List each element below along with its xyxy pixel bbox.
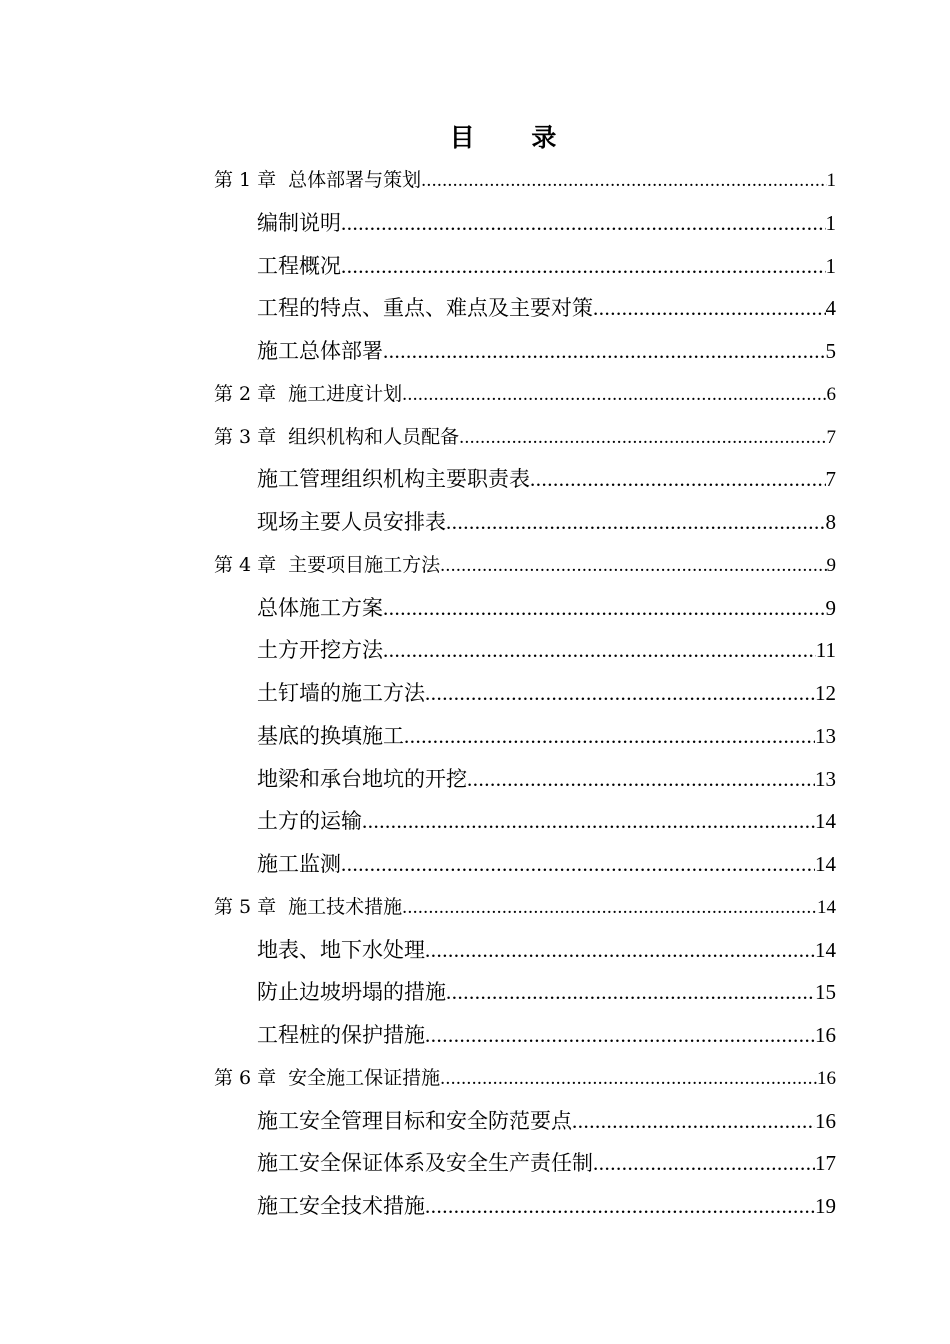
toc-entry-title: 工程概况 <box>257 253 341 278</box>
toc-page-number: 1 <box>825 210 836 235</box>
toc-section-entry[interactable] <box>257 1186 836 1226</box>
toc-entry-label <box>214 545 440 585</box>
toc-entry-title: 工程桩的保护措施 <box>257 1023 425 1047</box>
toc-page-number: 16 <box>815 1023 836 1047</box>
toc-chapter-entry[interactable] <box>214 160 836 200</box>
toc-section-entry[interactable] <box>257 1015 836 1055</box>
dot-leader <box>383 588 826 628</box>
toc-entry-title: 施工安全管理目标和安全防范要点 <box>257 1108 572 1133</box>
toc-entry-label <box>257 1015 425 1055</box>
toc-entry-label <box>214 417 459 457</box>
toc-entry-label <box>257 588 383 628</box>
toc-entry-title: 土钉墙的施工方法 <box>257 681 425 705</box>
toc-page-number: 9 <box>826 554 836 576</box>
toc-entry-title: 编制说明 <box>257 210 341 235</box>
dot-leader <box>341 203 826 243</box>
toc-chapter-entry[interactable] <box>214 374 836 414</box>
dot-leader <box>402 888 817 928</box>
chapter-number: 第 1 章 <box>214 169 277 191</box>
toc-page-number: 15 <box>815 980 836 1005</box>
toc-entry-title: 土方的运输 <box>257 809 362 834</box>
toc-entry-title: 基底的换填施工 <box>257 723 404 748</box>
toc-section-entry[interactable] <box>257 972 836 1012</box>
toc-entry-title: 地梁和承台地坑的开挖 <box>257 766 467 791</box>
toc-entry-label <box>257 930 425 970</box>
toc-page-number: 7 <box>826 426 836 448</box>
dot-leader <box>593 288 826 328</box>
toc-entry-label <box>214 160 421 200</box>
toc-page-number: 17 <box>815 1151 836 1176</box>
toc-entry-label <box>257 759 467 799</box>
toc-entry-label <box>257 288 593 328</box>
toc-entry-label <box>257 801 362 841</box>
toc-entry-title: 施工进度计划 <box>288 382 403 405</box>
toc-section-entry[interactable] <box>257 246 836 286</box>
toc-entry-title: 总体施工方案 <box>257 595 383 620</box>
toc-page-number: 5 <box>825 339 836 363</box>
toc-section-entry[interactable] <box>257 716 836 756</box>
toc-entry-label <box>257 246 341 286</box>
toc-page-number: 11 <box>815 638 836 663</box>
toc-entry-label <box>257 1186 425 1226</box>
dot-leader <box>421 161 826 201</box>
toc-entry-title: 施工技术措施 <box>288 895 403 918</box>
toc-entry-title: 主要项目施工方法 <box>288 553 441 576</box>
dot-leader <box>341 246 826 286</box>
dot-leader <box>383 331 826 371</box>
toc-entry-title: 施工安全保证体系及安全生产责任制 <box>257 1151 593 1176</box>
dot-leader <box>425 1015 815 1055</box>
toc-section-entry[interactable] <box>257 288 836 328</box>
toc-entry-label <box>257 630 383 670</box>
toc-page-number: 9 <box>825 595 836 620</box>
chapter-number: 第 6 章 <box>214 1066 277 1089</box>
dot-leader <box>425 930 815 970</box>
toc-section-entry[interactable] <box>257 1101 836 1141</box>
toc-section-entry[interactable] <box>257 673 836 713</box>
toc-entry-label <box>214 374 402 414</box>
toc-page-number: 13 <box>815 723 836 748</box>
toc-entry-title: 总体部署与策划 <box>288 169 422 191</box>
chapter-number: 第 5 章 <box>214 895 277 918</box>
toc-page-number: 1 <box>825 253 836 278</box>
toc-section-entry[interactable] <box>257 1143 836 1183</box>
toc-entry-title: 土方开挖方法 <box>257 638 383 663</box>
toc-entry-title: 施工管理组织机构主要职责表 <box>257 467 530 492</box>
dot-leader <box>593 1143 815 1183</box>
toc-section-entry[interactable] <box>257 203 836 243</box>
dot-leader <box>341 844 815 884</box>
chapter-number: 第 3 章 <box>214 425 277 448</box>
toc-entry-title: 施工监测 <box>257 852 341 876</box>
toc-entry-title: 安全施工保证措施 <box>288 1066 441 1089</box>
toc-entry-title: 工程的特点、重点、难点及主要对策 <box>257 296 593 321</box>
dot-leader <box>446 502 826 542</box>
toc-chapter-entry[interactable] <box>214 887 836 927</box>
toc-entry-label <box>214 887 402 927</box>
dot-leader <box>425 1186 815 1226</box>
toc-page-number: 4 <box>825 296 836 321</box>
toc-section-entry[interactable] <box>257 759 836 799</box>
toc-entry-title: 地表、地下水处理 <box>257 937 425 962</box>
toc-page-number: 14 <box>815 809 836 834</box>
toc-chapter-entry[interactable] <box>214 1058 836 1098</box>
toc-section-entry[interactable] <box>257 801 836 841</box>
dot-leader <box>459 418 826 458</box>
toc-page-number: 14 <box>815 852 836 876</box>
toc-entry-label <box>257 1101 572 1141</box>
chapter-number: 第 2 章 <box>214 382 277 405</box>
toc-page-number: 7 <box>825 467 836 492</box>
toc-entry-label <box>257 673 425 713</box>
toc-entry-label <box>257 331 383 371</box>
toc-entry-title: 防止边坡坍塌的措施 <box>257 980 446 1005</box>
toc-chapter-entry[interactable] <box>214 545 836 585</box>
toc-page-number: 8 <box>825 510 836 534</box>
toc-page-number: 12 <box>815 681 836 705</box>
toc-entry-title: 组织机构和人员配备 <box>288 425 460 448</box>
toc-page-number: 14 <box>815 937 836 962</box>
chapter-number: 第 4 章 <box>214 553 277 576</box>
toc-entry-title: 现场主要人员安排表 <box>257 510 446 534</box>
toc-entry-label <box>257 459 530 499</box>
toc-entry-title: 施工总体部署 <box>257 339 383 363</box>
toc-section-entry[interactable] <box>257 630 836 670</box>
dot-leader <box>440 546 826 586</box>
dot-leader <box>530 459 826 499</box>
toc-page-number: 14 <box>817 896 836 918</box>
toc-entry-label <box>214 1058 440 1098</box>
dot-leader <box>362 801 815 841</box>
dot-leader <box>467 759 815 799</box>
dot-leader <box>402 375 826 415</box>
toc-section-entry[interactable] <box>257 459 836 499</box>
dot-leader <box>404 716 815 756</box>
toc-page-number: 19 <box>815 1194 836 1218</box>
toc-section-entry[interactable] <box>257 844 836 884</box>
toc-entry-label <box>257 203 341 243</box>
toc-page-number: 13 <box>815 766 836 791</box>
toc-section-entry[interactable] <box>257 930 836 970</box>
dot-leader <box>572 1101 815 1141</box>
dot-leader <box>440 1059 817 1099</box>
dot-leader <box>446 972 815 1012</box>
toc-page-number: 6 <box>826 383 836 405</box>
toc-entry-label <box>257 716 404 756</box>
toc-entry-label <box>257 1143 593 1183</box>
dot-leader <box>383 630 816 670</box>
toc-entry-title: 施工安全技术措施 <box>257 1194 425 1218</box>
toc-entry-label <box>257 844 341 884</box>
toc-title: 目 录 <box>449 123 581 152</box>
toc-entry-label <box>257 972 446 1012</box>
toc-section-entry[interactable] <box>257 331 836 371</box>
toc-page-number: 16 <box>815 1108 836 1133</box>
toc-section-entry[interactable] <box>257 502 836 542</box>
dot-leader <box>425 673 815 713</box>
toc-section-entry[interactable] <box>257 588 836 628</box>
toc-page-number: 16 <box>817 1067 836 1089</box>
toc-chapter-entry[interactable] <box>214 417 836 457</box>
toc-entry-label <box>257 502 446 542</box>
toc-page-number: 1 <box>826 170 836 191</box>
